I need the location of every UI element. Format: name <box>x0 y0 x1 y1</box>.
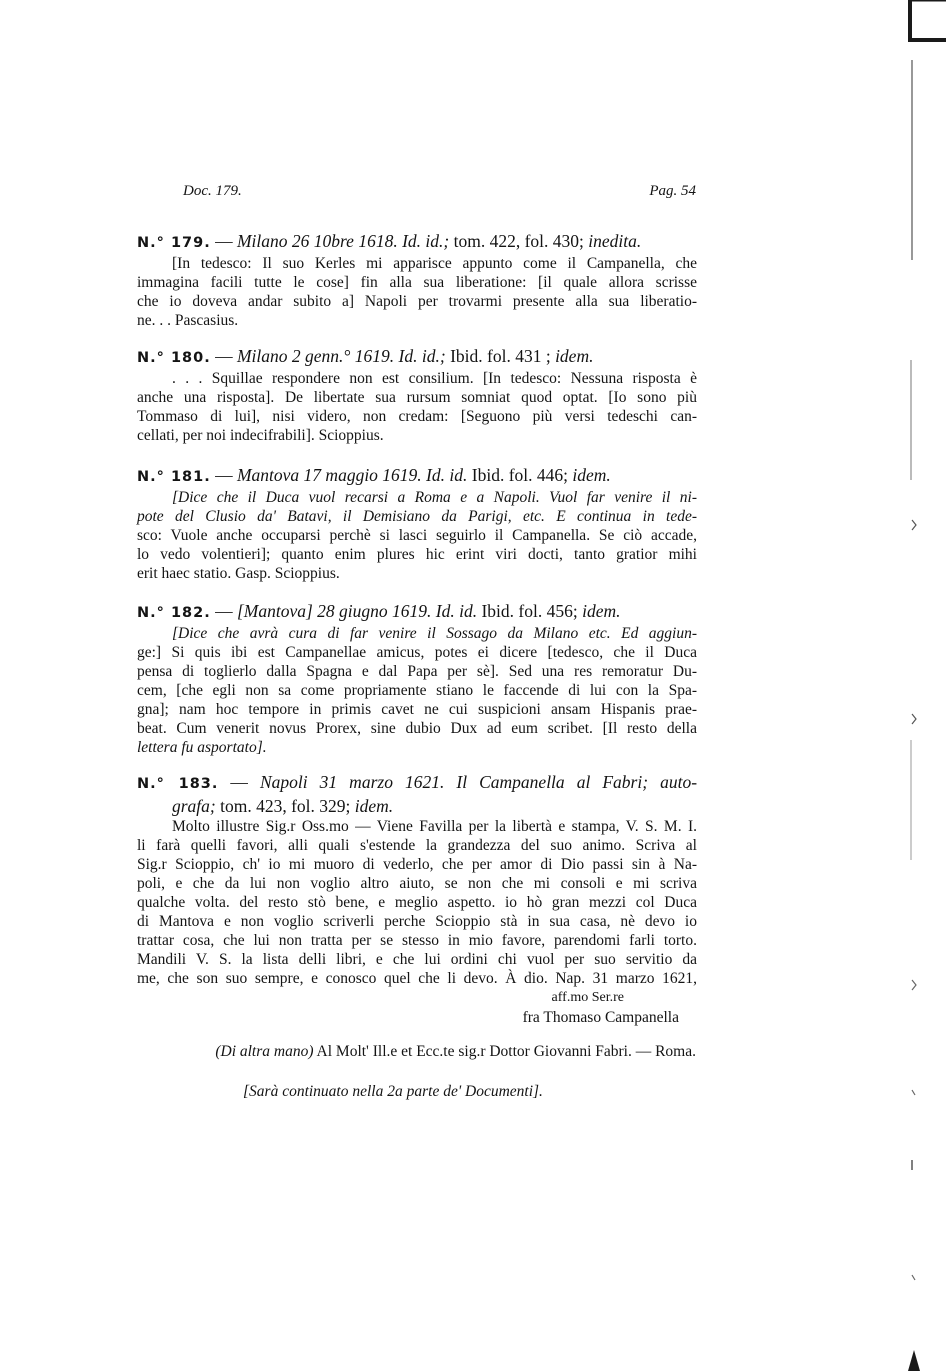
text-line: [In tedesco: Il suo Kerles mi apparisce appunto come il Campanella, che <box>172 255 697 272</box>
entry-heading <box>137 600 697 624</box>
text-line: [Dice che il Duca vuol recarsi a Roma e a Napoli. Vuol far venire il ni- <box>172 489 697 506</box>
page-number: Pag. 54 <box>649 183 696 199</box>
running-header <box>183 183 696 207</box>
text-line: cellati, per noi indecifrabili]. Scioppius. <box>137 427 384 444</box>
text-line: di Mantova e non voglio scriverli perche Scioppio stà in sua casa, nè devo io <box>137 913 697 930</box>
text-line: me, che son suo sempre, e conosco quel che li devo. À dio. Nap. 31 marzo 1621, <box>137 970 697 987</box>
address-note <box>170 1043 696 1061</box>
text-line: Molto illustre Sig.r Oss.mo — Viene Favilla per la libertà e stampa, V. S. M. I. <box>172 818 697 835</box>
entry-reference: Ibid. fol. 431 ; <box>445 346 556 366</box>
entry-place-date: Napoli 31 marzo 1621. Il Campanella al Fabri; auto- <box>259 772 698 792</box>
text-line: [Dice che avrà cura di far venire il Sossago da Milano etc. Ed aggiun- <box>172 625 697 642</box>
entry-status: inedita. <box>588 231 642 251</box>
text-line: lettera fu asportato]. <box>137 739 267 756</box>
entry-place-date: Milano 26 10bre 1618. Id. id.; <box>236 231 450 251</box>
entry-reference: tom. 422, fol. 430; <box>449 231 589 251</box>
entry-place-date: Milano 2 genn.° 1619. Id. id.; <box>236 346 446 366</box>
entry-place-date: [Mantova] 28 giugno 1619. Id. id. <box>236 601 478 621</box>
entry-heading <box>137 230 697 254</box>
entry-status: idem. <box>582 601 621 621</box>
text-line: gna]; nam hoc tempore in primis cavet ne cui suspicioni ansam Hispanis prae- <box>137 701 697 718</box>
signature-name: fra Thomaso Campanella <box>522 1009 679 1026</box>
entry-179 <box>137 230 697 330</box>
text-line: Tommaso di lui], nisi videro, non credam: [Seguono più versi tedeschi can- <box>137 408 697 425</box>
text-line: pote del Clusio da' Batavi, il Demisiano da Parigi, etc. E continua in tede- <box>137 508 697 525</box>
entry-place-date-cont: grafa; <box>172 796 216 816</box>
entry-183 <box>137 771 697 1028</box>
entry-reference: Ibid. fol. 456; <box>477 601 583 621</box>
dash: — <box>210 346 237 366</box>
entry-reference: Ibid. fol. 446; <box>467 465 573 485</box>
text-line: ge:] Si quis ibi est Campanellae amicus, potes ei dicere [tedesco, che il Duca <box>137 644 697 661</box>
entry-number: N.° 179. <box>137 235 211 251</box>
text-line: anche una risposta]. De libertate sua rursum somniat quod optat. [Io sono più <box>137 389 697 406</box>
entry-number: N.° 181. <box>137 469 211 485</box>
text-line: Sig.r Scioppio, ch' io mi muoro di vederlo, che per amor di Dio passi sin à Na- <box>137 856 697 873</box>
text-line: ne. . . Pascasius. <box>137 312 239 329</box>
text-line: sco: Vuole anche occuparsi perchè si lasci seguirlo il Campanella. Se ciò accade, <box>137 527 697 544</box>
entry-180 <box>137 345 697 445</box>
text-line: immagina facili tutte le cose] fin alla sua liberatione: [il quale allora scrisse <box>137 274 697 291</box>
text-line: li farà quelli favori, alli quali s'estende la grandezza del suo animo. Scriva al <box>137 837 697 854</box>
entry-182 <box>137 600 697 757</box>
text-line: che io doveva andar subito a] Napoli per trovarmi presente alla sua liberatio- <box>137 293 697 310</box>
text-line: poli, e che da lui non voglio altro aiuto, se non che mi consoli e mi scriva <box>137 875 697 892</box>
text-line: qualche volta. del resto stò bene, e meglio aspetto. io hò gran mezzi col Duca <box>137 894 697 911</box>
entry-number: N.° 180. <box>137 350 211 366</box>
entry-place-date: Mantova 17 maggio 1619. Id. id. <box>236 465 468 485</box>
entry-status: idem. <box>555 346 594 366</box>
entry-number: N.° 183. <box>137 776 219 792</box>
dash: — <box>210 465 237 485</box>
entry-status: idem. <box>572 465 611 485</box>
text-line: beat. Cum venerit novus Prorex, sine dubio Dux ad eum scribet. [Il resto della <box>137 720 697 737</box>
dash: — <box>218 772 260 792</box>
entry-heading <box>137 464 697 488</box>
text-line: trattar cosa, che lui non tratta per se stesso in mio favore, parendomi farli torto. <box>137 932 697 949</box>
entry-181 <box>137 464 697 583</box>
text-line: cem, [che egli non sa come propriamente stiano le faccende di lui con la Spa- <box>137 682 697 699</box>
dash: — <box>210 601 237 621</box>
text-line: Mandili V. S. la lista delli libri, e che lui ordini chi vuol per suo servitio da <box>137 951 697 968</box>
address-prefix: (Di altra mano) <box>215 1043 314 1060</box>
entry-heading-cont <box>137 795 697 817</box>
text-line: erit haec statio. Gasp. Scioppius. <box>137 565 340 582</box>
text-line: pensa di toglierlo dalla Spagna e dal Papa per sè]. Sed una res remoratur Du- <box>137 663 697 680</box>
entry-heading <box>137 345 697 369</box>
continuation-note: [Sarà continuato nella 2a parte de' Documenti]. <box>243 1083 543 1100</box>
entry-status: idem. <box>354 796 394 816</box>
doc-label: Doc. 179. <box>183 183 242 199</box>
dash: — <box>210 231 237 251</box>
address-text: Al Molt' Ill.e et Ecc.te sig.r Dottor Giovanni Fabri. — Roma. <box>313 1043 696 1060</box>
signature-closing: aff.mo Ser.re <box>551 990 624 1005</box>
scan-binding-edge <box>902 0 946 1371</box>
text-line: lo vedo volentieri]; quanto enim plures hic erint viri docti, tanto gratior mihi <box>137 546 697 563</box>
entry-number: N.° 182. <box>137 605 211 621</box>
text-line: . . . Squillae respondere non est consilium. [In tedesco: Nessuna risposta è <box>172 370 697 387</box>
entry-heading <box>137 771 697 795</box>
entry-reference: tom. 423, fol. 329; <box>215 796 355 816</box>
